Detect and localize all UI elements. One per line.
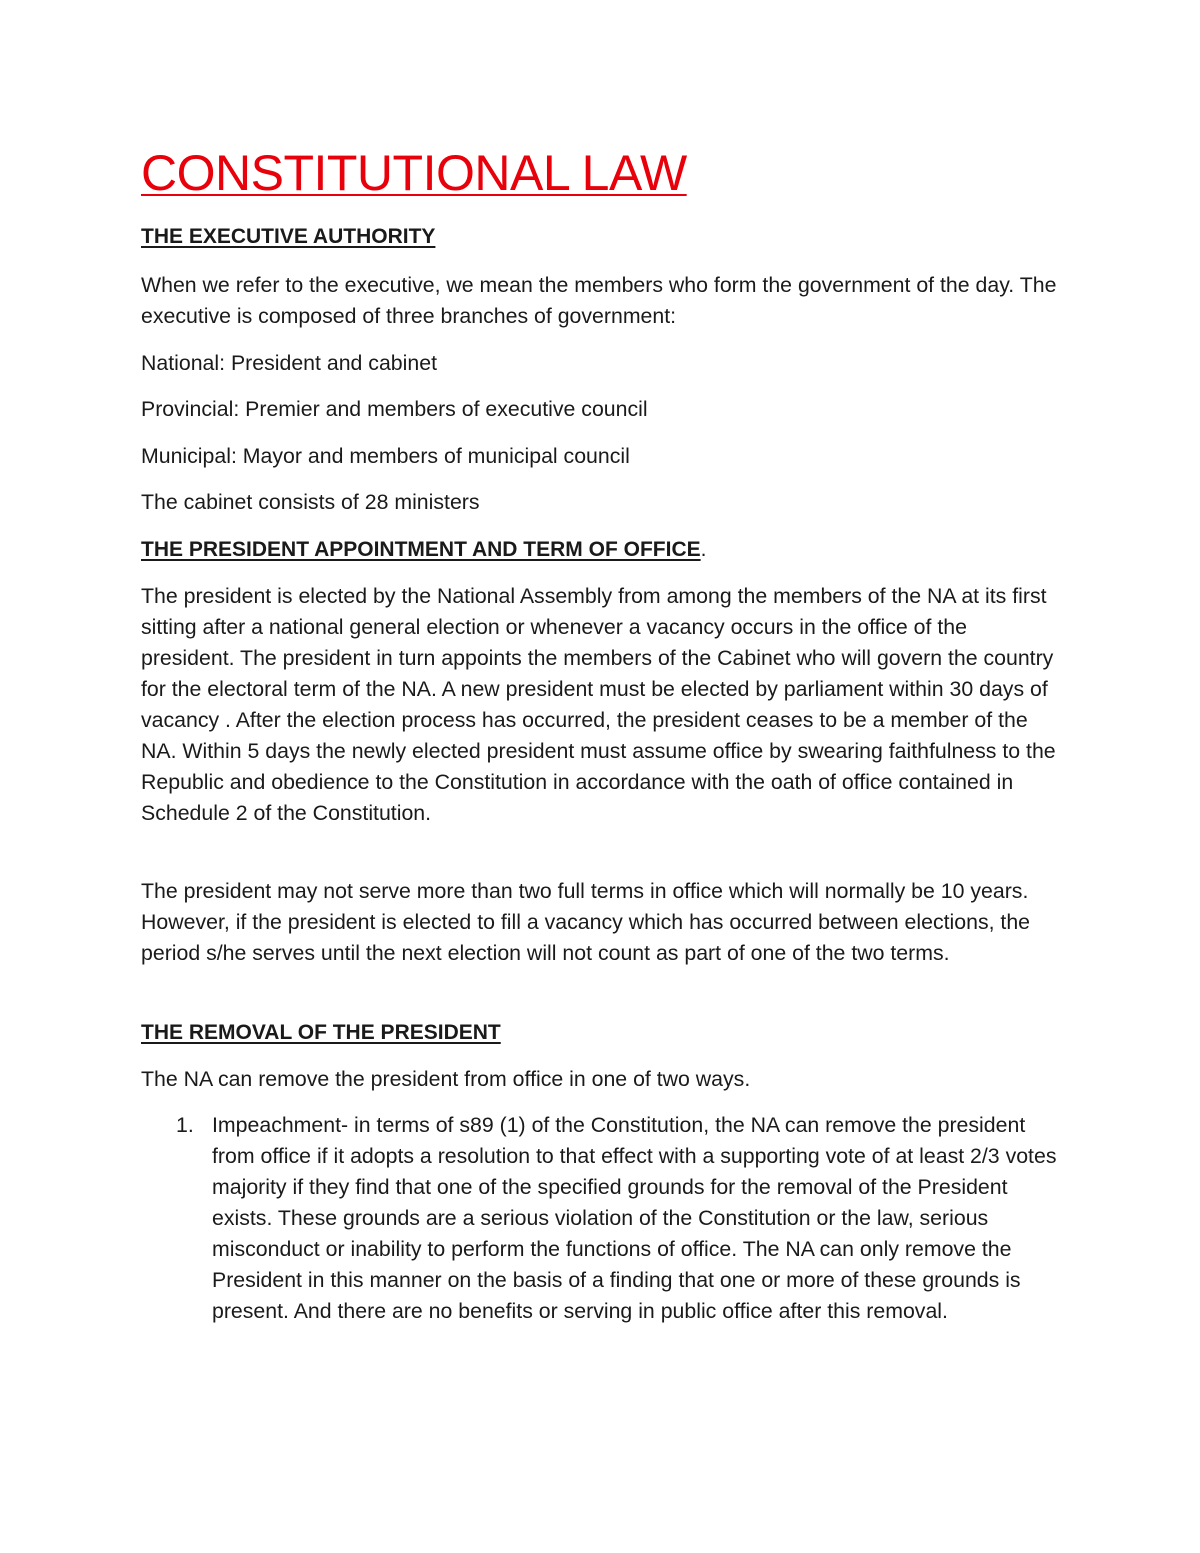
cabinet-size-line: The cabinet consists of 28 ministers — [141, 490, 480, 514]
document-title: CONSTITUTIONAL LAW — [141, 145, 687, 201]
section-heading-removal-of-president: THE REMOVAL OF THE PRESIDENT — [141, 1021, 501, 1044]
section-heading-president-appointment — [141, 536, 706, 564]
removal-intro-line: The NA can remove the president from office in one of two ways. — [141, 1067, 751, 1091]
branch-national: National: President and cabinet — [141, 351, 437, 375]
list-item-number: 1. — [176, 1113, 194, 1137]
removal-methods-list — [141, 1110, 1066, 1327]
president-terms-paragraph: The president may not serve more than two full terms in office which will normally be 10 years. However, if the president is elected to fill a vacancy which has occurred between elections, the period s/he serves until the next election will not count as part of one of the two terms. — [141, 879, 1031, 965]
list-item-text: Impeachment- in terms of s89 (1) of the Constitution, the NA can remove the president from office if it adopts a resolution to that effect with a supporting vote of at least 2/3 votes majority if they find that one of the specified grounds for the removal of the President exists. These grounds are a serious violation of the Constitution or the law, serious misconduct or inability to perform the functions of office. The NA can only remove the President in this manner on the basis of a finding that one or more of these grounds is present. And there are no benefits or serving in public office after this removal. — [212, 1113, 1057, 1323]
branch-municipal: Municipal: Mayor and members of municipal council — [141, 444, 630, 468]
list-item-impeachment — [141, 1110, 1066, 1327]
branch-provincial: Provincial: Premier and members of executive council — [141, 397, 648, 421]
president-election-paragraph: The president is elected by the National Assembly from among the members of the NA at its first sitting after a national general election or whenever a vacancy occurs in the office of the president. The president in turn appoints the members of the Cabinet who will govern the country for the electoral term of the NA. A new president must be elected by parliament within 30 days of vacancy . After the election process has occurred, the president ceases to be a member of the NA. Within 5 days the newly elected president must assume office by swearing faithfulness to the Republic and obedience to the Constitution in accordance with the oath of office contained in Schedule 2 of the Constitution. — [141, 584, 1056, 825]
heading-trailing-period: . — [700, 538, 707, 561]
section-heading-text: THE PRESIDENT APPOINTMENT AND TERM OF OFFICE — [141, 538, 701, 561]
section-heading-executive-authority: THE EXECUTIVE AUTHORITY — [141, 225, 436, 248]
executive-definition-paragraph: When we refer to the executive, we mean the members who form the government of the day. The executive is composed of three branches of government: — [141, 273, 1057, 328]
